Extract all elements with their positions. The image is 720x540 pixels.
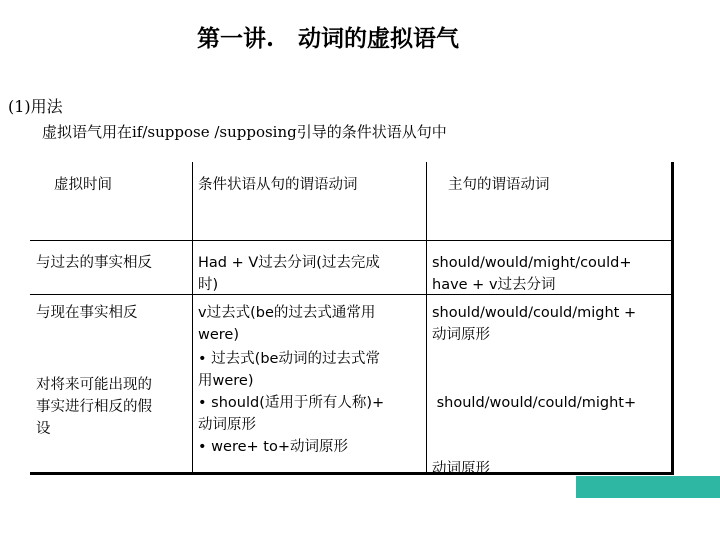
cell-line: • were+ to+动词原形 bbox=[198, 439, 348, 455]
page-title: 第一讲. 动词的虚拟语气 bbox=[196, 25, 460, 52]
row-present-main bbox=[432, 302, 636, 346]
column-divider bbox=[192, 162, 193, 472]
cell-line: 动词原形 bbox=[432, 327, 490, 343]
cell-line: 与过去的事实相反 bbox=[36, 255, 152, 271]
row-future-condition bbox=[198, 348, 384, 458]
row-future-time bbox=[36, 374, 152, 440]
header-time: 虚拟时间 bbox=[54, 177, 112, 193]
cell-line: 与现在事实相反 bbox=[36, 305, 138, 321]
row-past-condition bbox=[198, 252, 380, 296]
section-heading: (1)用法 bbox=[8, 97, 63, 116]
cell-line: 设 bbox=[36, 421, 51, 437]
row-past-main bbox=[432, 252, 632, 296]
cell-line: 动词原形 bbox=[198, 417, 256, 433]
row-present-time bbox=[36, 302, 138, 324]
header-condition-verb: 条件状语从句的谓语动词 bbox=[198, 177, 358, 193]
cell-line: 对将来可能出现的 bbox=[36, 377, 152, 393]
cell-line: • should(适用于所有人称)+ bbox=[198, 395, 385, 411]
cell-line: 事实进行相反的假 bbox=[36, 399, 152, 415]
cell-line: v过去式(be的过去式通常用 bbox=[198, 305, 376, 321]
subjunctive-table bbox=[30, 162, 674, 475]
cell-line: should/would/might/could+ bbox=[432, 255, 632, 271]
row-present-condition bbox=[198, 302, 375, 346]
decorative-accent-bar bbox=[576, 476, 720, 498]
row-divider bbox=[30, 240, 671, 241]
cell-line: • 过去式(be动词的过去式常 bbox=[198, 351, 380, 367]
cell-line: have + v过去分词 bbox=[432, 277, 556, 293]
cell-line: were) bbox=[198, 327, 240, 343]
cell-line: 时) bbox=[198, 277, 219, 293]
cell-line: should/would/could/might+ bbox=[432, 395, 637, 411]
section-subheading: 虚拟语气用在if/suppose /supposing引导的条件状语从句中 bbox=[42, 123, 447, 141]
cell-line: Had + V过去分词(过去完成 bbox=[198, 255, 380, 271]
cell-line: 动词原形 bbox=[432, 461, 490, 477]
column-divider bbox=[426, 162, 427, 472]
header-main-verb: 主句的谓语动词 bbox=[448, 177, 550, 193]
cell-line: should/would/could/might + bbox=[432, 305, 637, 321]
row-past-time bbox=[36, 252, 152, 274]
cell-line: 用were) bbox=[198, 373, 254, 389]
